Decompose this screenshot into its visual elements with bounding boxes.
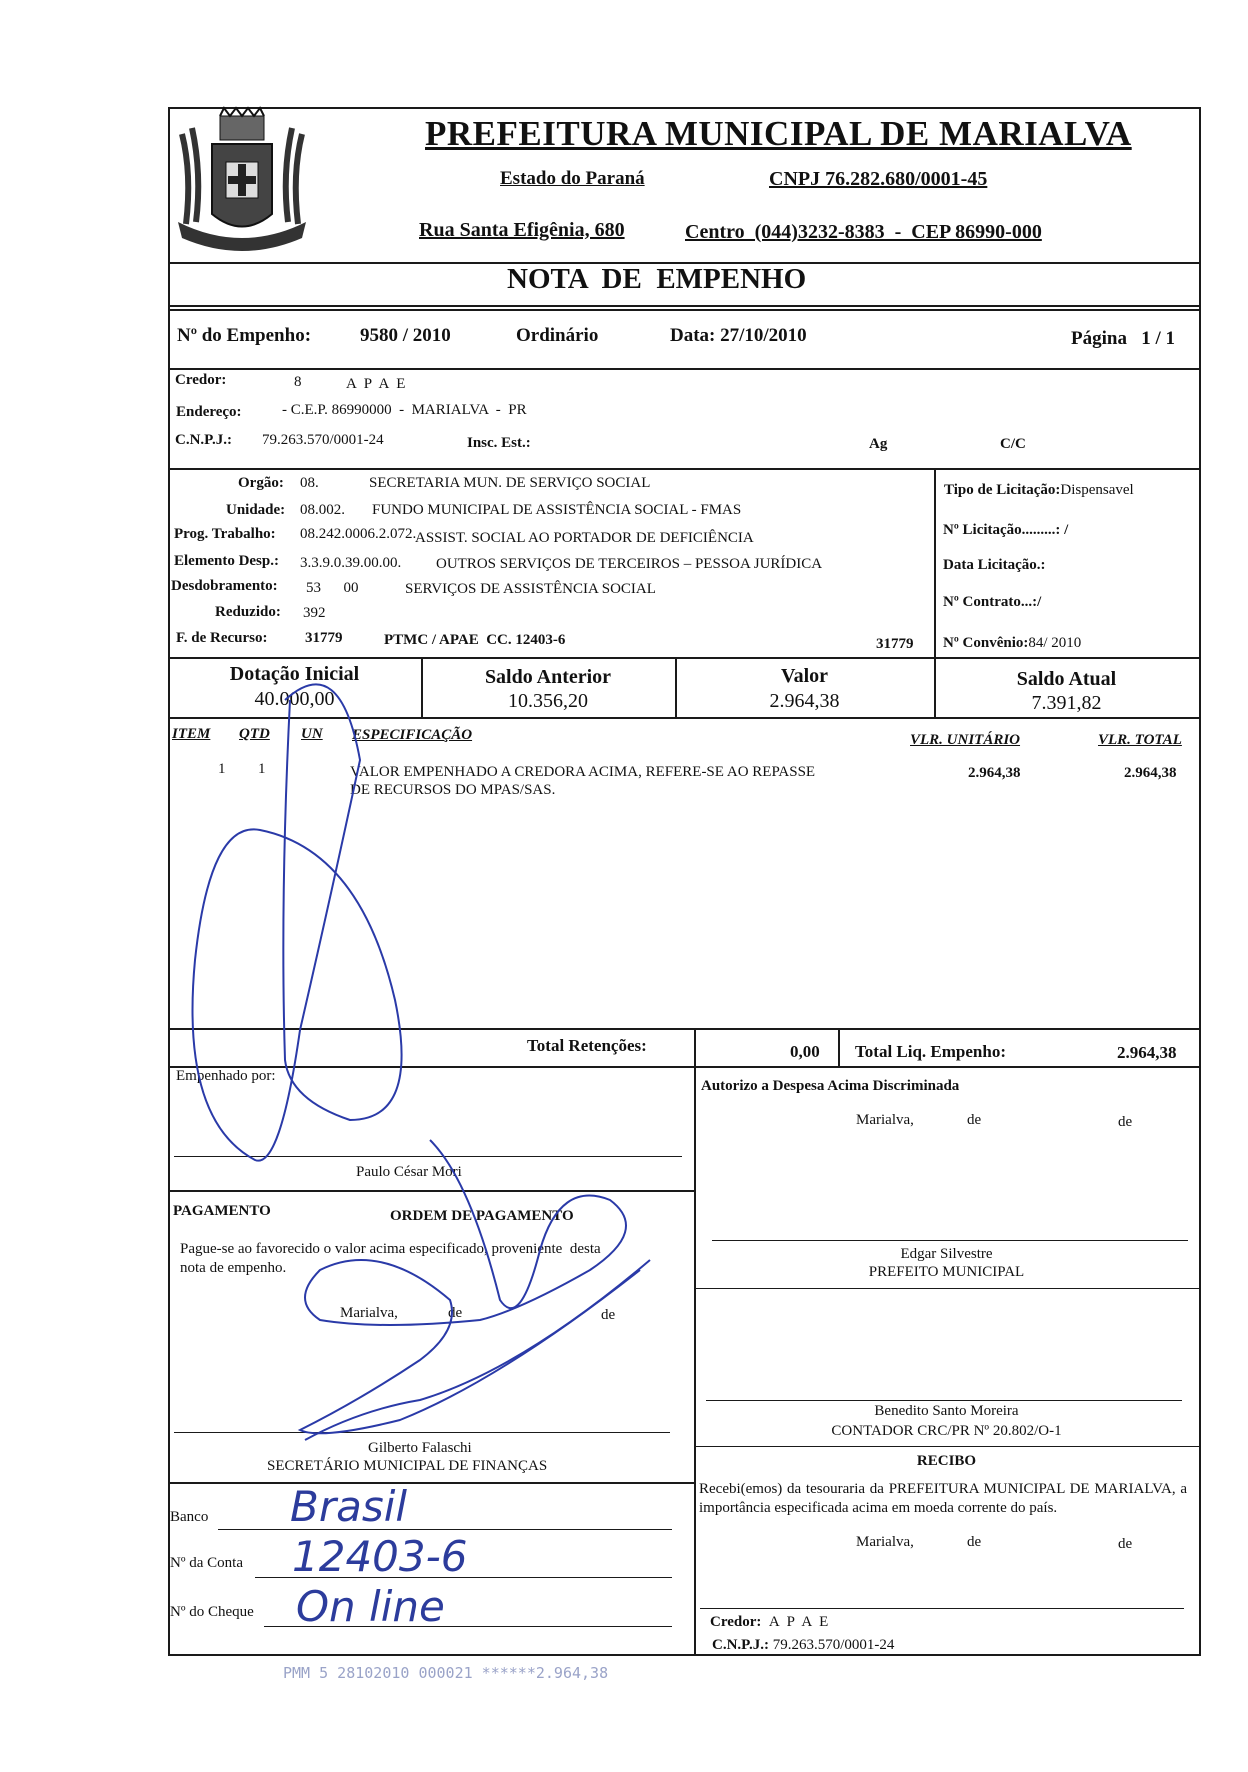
credor-code: 8 (294, 374, 302, 390)
row-total: 2.964,38 (1124, 765, 1177, 781)
header-cnpj: CNPJ 76.282.680/0001-45 (769, 168, 988, 190)
prog-code: 08.242.0006.2.072. (300, 526, 417, 542)
contrato: Nº Contrato...:/ (943, 594, 1042, 610)
cheque-handwritten: On line (296, 1582, 445, 1631)
dotacao-value: 40.000,00 (254, 688, 335, 710)
address: Rua Santa Efigênia, 680 (419, 219, 625, 241)
desdob: SERVIÇOS DE ASSISTÊNCIA SOCIAL (405, 581, 656, 597)
empenho-type: Ordinário (516, 325, 599, 346)
ag-label: Ag (869, 436, 888, 452)
liq-label: Total Liq. Empenho: (855, 1042, 1006, 1061)
org-name: PREFEITURA MUNICIPAL DE MARIALVA (425, 114, 1132, 153)
district-phone: Centro (044)3232-8383 - CEP 86990-000 (685, 221, 1042, 243)
saldo-atual-value: 7.391,82 (1031, 692, 1102, 714)
row-qtd: 1 (258, 761, 266, 777)
cc-label: C/C (1000, 436, 1026, 452)
prefeito-title: PREFEITO MUNICIPAL (868, 1264, 1025, 1280)
empenhado-name: Paulo César Mori (356, 1164, 462, 1180)
saldo-anterior-label: Saldo Anterior (484, 666, 612, 688)
reduzido: 392 (303, 605, 326, 621)
recibo-cnpj: C.N.P.J.: 79.263.570/0001-24 (712, 1637, 895, 1653)
pagamento-text-2: nota de empenho. (180, 1260, 287, 1276)
col-un: UN (301, 726, 323, 742)
pag-marialva: Marialva, (340, 1305, 398, 1321)
recibo-title: RECIBO (916, 1453, 977, 1469)
credor-name: A P A E (346, 376, 408, 392)
endereco: - C.E.P. 86990000 - MARIALVA - PR (282, 402, 527, 418)
doc-title: NOTA DE EMPENHO (507, 263, 807, 295)
elemento-label: Elemento Desp.: (174, 553, 279, 569)
col-spec: ESPECIFICAÇÃO (352, 727, 473, 743)
pag-de-2: de (601, 1307, 616, 1323)
contador-title: CONTADOR CRC/PR Nº 20.802/O-1 (831, 1423, 1062, 1439)
recibo-marialva: Marialva, (856, 1534, 914, 1550)
desdob-code: 53 00 (306, 580, 359, 596)
prog: ASSIST. SOCIAL AO PORTADOR DE DEFICIÊNCIA (415, 530, 754, 546)
insc-label: Insc. Est.: (467, 435, 531, 451)
fonte-code2: 31779 (876, 636, 914, 652)
dotacao-label: Dotação Inicial (229, 663, 360, 685)
elemento-code: 3.3.9.0.39.00.00. (300, 555, 402, 571)
recibo-text: Recebi(emos) da tesouraria da PREFEITURA MUNICIPAL DE MARIALVA, a importância especificada acima em moeda corrente do país. (699, 1481, 1187, 1516)
licitacao-data: Data Licitação.: (943, 557, 1046, 573)
prefeito-name: Edgar Silvestre (900, 1246, 993, 1262)
conta-label: Nº da Conta (170, 1555, 243, 1571)
reduzido-label: Reduzido: (215, 604, 281, 620)
fonte-desc: PTMC / APAE CC. 12403-6 (384, 632, 566, 648)
unidade-code: 08.002. (300, 502, 345, 518)
recibo-de-2: de (1118, 1536, 1133, 1552)
banco-label: Banco (170, 1509, 209, 1525)
cnpj-label: C.N.P.J.: (175, 432, 232, 448)
conta-handwritten: 12403-6 (292, 1532, 468, 1581)
recibo-de-1: de (967, 1534, 982, 1550)
col-vlr-total: VLR. TOTAL (1098, 732, 1182, 748)
secretario-name: Gilberto Falaschi (368, 1440, 472, 1456)
secretario-title: SECRETÁRIO MUNICIPAL DE FINANÇAS (267, 1458, 548, 1474)
valor-value: 2.964,38 (769, 690, 840, 712)
endereco-label: Endereço: (176, 404, 242, 420)
auth-marialva: Marialva, (856, 1112, 914, 1128)
convenio: Nº Convênio:84/ 2010 (943, 635, 1082, 651)
valor-label: Valor (780, 665, 829, 687)
recibo-credor: Credor: A P A E (710, 1614, 831, 1630)
fonte: 31779 (305, 630, 343, 646)
retencoes-value: 0,00 (790, 1042, 820, 1061)
saldo-atual-label: Saldo Atual (1016, 668, 1117, 690)
licitacao-tipo: Tipo de Licitação:Dispensavel (944, 482, 1134, 498)
fonte-label: F. de Recurso: (176, 630, 268, 646)
empenho-date: Data: 27/10/2010 (670, 325, 807, 346)
orgao-label: Orgão: (238, 475, 284, 491)
col-vlr-unit: VLR. UNITÁRIO (910, 732, 1021, 748)
credor-label: Credor: (175, 372, 227, 388)
ordem-label: ORDEM DE PAGAMENTO (390, 1208, 574, 1224)
pagamento-text-1: Pague-se ao favorecido o valor acima especificado, proveniente desta (180, 1241, 601, 1257)
orgao-code: 08. (300, 475, 319, 491)
auth-de-2: de (1118, 1114, 1133, 1130)
contador-name: Benedito Santo Moreira (874, 1403, 1019, 1419)
saldo-anterior-value: 10.356,20 (508, 690, 588, 712)
empenho-number: 9580 / 2010 (360, 325, 451, 346)
autorizo-label: Autorizo a Despesa Acima Discriminada (701, 1078, 960, 1094)
pag-de-1: de (448, 1305, 463, 1321)
mechanical-stamp: PMM 5 28102010 000021 ******2.964,38 (283, 1664, 609, 1682)
empenho-label: Nº do Empenho: (177, 325, 312, 346)
banco-handwritten: Brasil (290, 1482, 408, 1531)
empenhado-label: Empenhado por: (176, 1068, 276, 1084)
orgao: SECRETARIA MUN. DE SERVIÇO SOCIAL (369, 475, 651, 491)
desdob-label: Desdobramento: (171, 578, 278, 594)
unidade: FUNDO MUNICIPAL DE ASSISTÊNCIA SOCIAL - FMAS (372, 502, 742, 518)
row-item: 1 (218, 761, 226, 777)
col-qtd: QTD (239, 726, 270, 742)
row-unit: 2.964,38 (968, 765, 1021, 781)
unidade-label: Unidade: (226, 502, 286, 518)
col-item: ITEM (172, 726, 211, 742)
pagamento-label: PAGAMENTO (173, 1203, 271, 1219)
credor-cnpj: 79.263.570/0001-24 (262, 432, 384, 448)
liq-value: 2.964,38 (1117, 1043, 1177, 1062)
auth-de-1: de (967, 1112, 982, 1128)
row-spec-1: VALOR EMPENHADO A CREDORA ACIMA, REFERE-SE AO REPASSE (350, 764, 816, 780)
coat-of-arms-icon (172, 104, 312, 254)
state: Estado do Paraná (500, 168, 645, 189)
retencoes-label: Total Retenções: (527, 1036, 647, 1055)
licitacao-numero: Nº Licitação.........: / (943, 522, 1069, 538)
elemento: OUTROS SERVIÇOS DE TERCEIROS – PESSOA JURÍDICA (436, 556, 823, 572)
cheque-label: Nº do Cheque (170, 1604, 254, 1620)
prog-label: Prog. Trabalho: (174, 526, 276, 542)
page-number: Página 1 / 1 (1071, 328, 1175, 349)
row-spec-2: DE RECURSOS DO MPAS/SAS. (350, 782, 556, 798)
